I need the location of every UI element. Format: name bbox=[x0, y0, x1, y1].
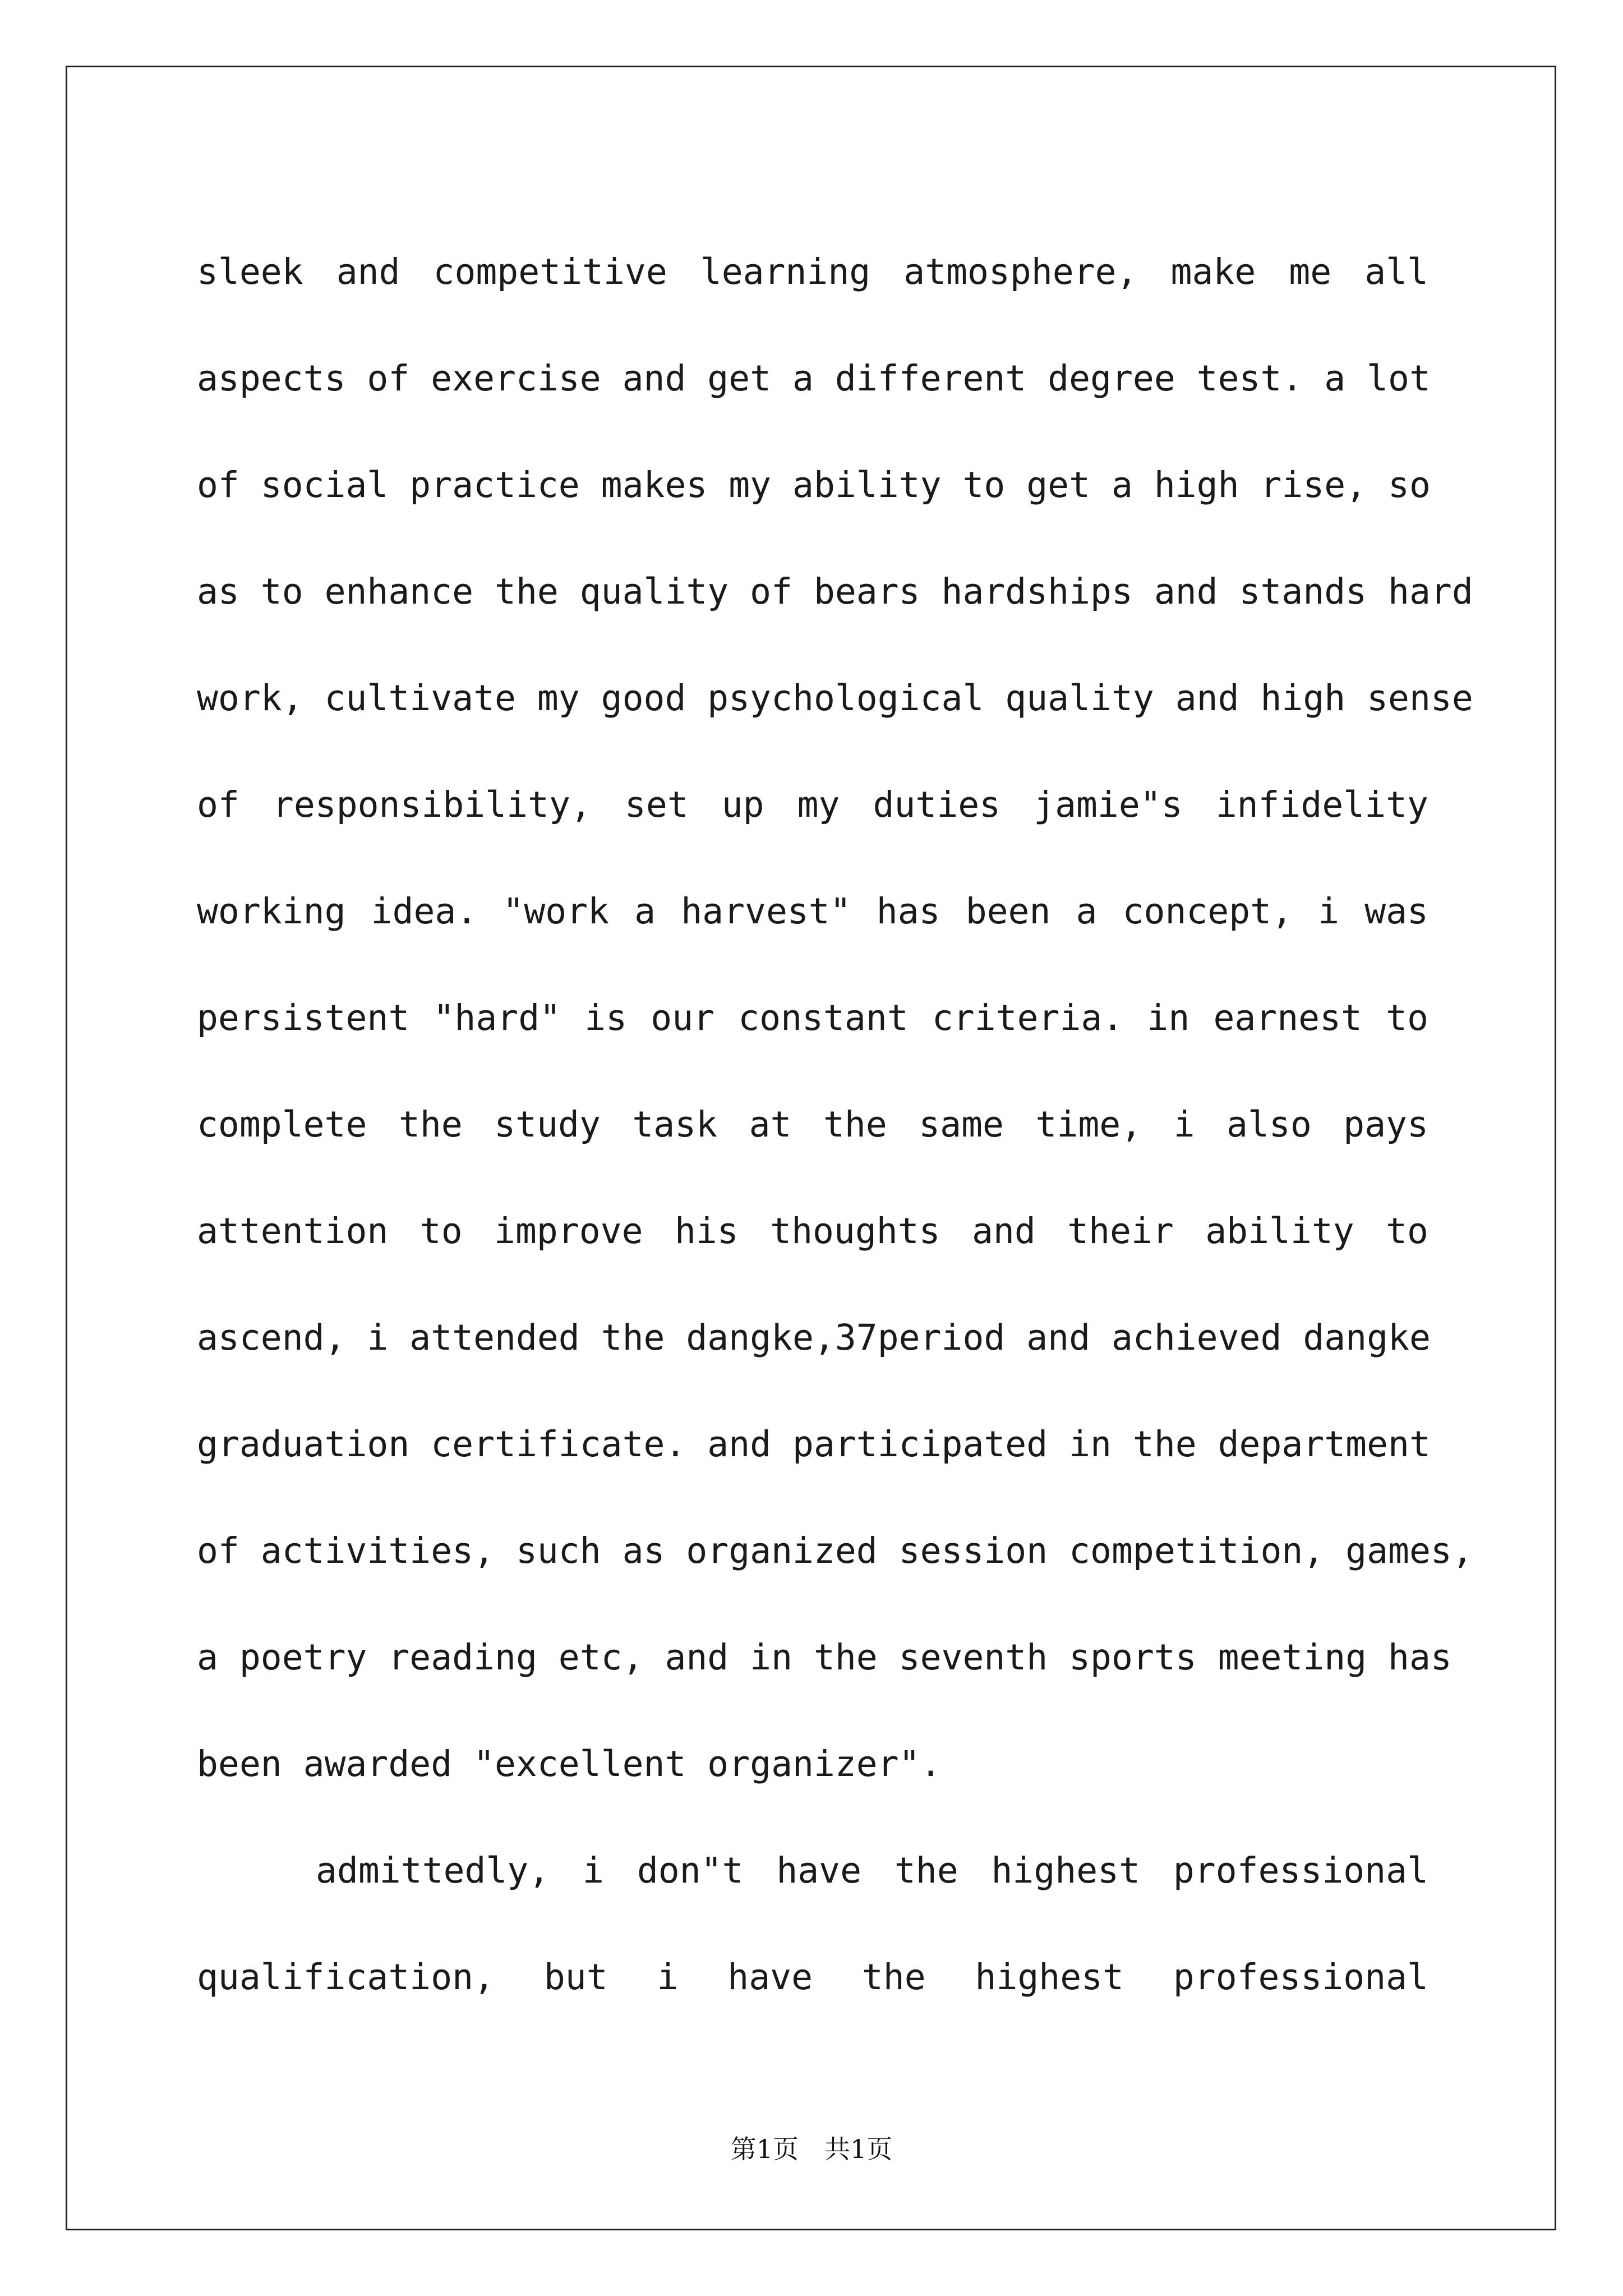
text-line: qualification, but i have the highest professional bbox=[197, 1957, 1428, 1998]
document-body bbox=[197, 219, 1473, 2031]
paragraph-end-line: been awarded "excellent organizer". bbox=[197, 1743, 942, 1784]
text-line: of responsibility, set up my duties jamie"s infidelity bbox=[197, 784, 1428, 825]
text-line: of activities, such as organized session competition, games, bbox=[197, 1530, 1473, 1571]
text-line: as to enhance the quality of bears hardships and stands hard bbox=[197, 571, 1473, 612]
text-line: of social practice makes my ability to get a high rise, so bbox=[197, 464, 1431, 505]
text-line: graduation certificate. and participated in the department bbox=[197, 1424, 1431, 1465]
text-line: work, cultivate my good psychological quality and high sense bbox=[197, 678, 1473, 719]
text-line: sleek and competitive learning atmosphere, make me all bbox=[197, 251, 1428, 292]
text-line: aspects of exercise and get a different degree test. a lot bbox=[197, 358, 1431, 399]
text-line: persistent "hard" is our constant criteria. in earnest to bbox=[197, 997, 1428, 1038]
paragraph-start-line: admittedly, i don"t have the highest professional bbox=[316, 1850, 1428, 1891]
text-line: working idea. "work a harvest" has been a concept, i was bbox=[197, 891, 1428, 932]
page-number-footer: 第1页 共1页 bbox=[730, 2134, 893, 2164]
text-line: a poetry reading etc, and in the seventh sports meeting has bbox=[197, 1637, 1452, 1678]
text-line: complete the study task at the same time, i also pays bbox=[197, 1104, 1428, 1145]
text-line: ascend, i attended the dangke,37period and achieved dangke bbox=[197, 1317, 1431, 1358]
text-line: attention to improve his thoughts and their ability to bbox=[197, 1211, 1428, 1251]
